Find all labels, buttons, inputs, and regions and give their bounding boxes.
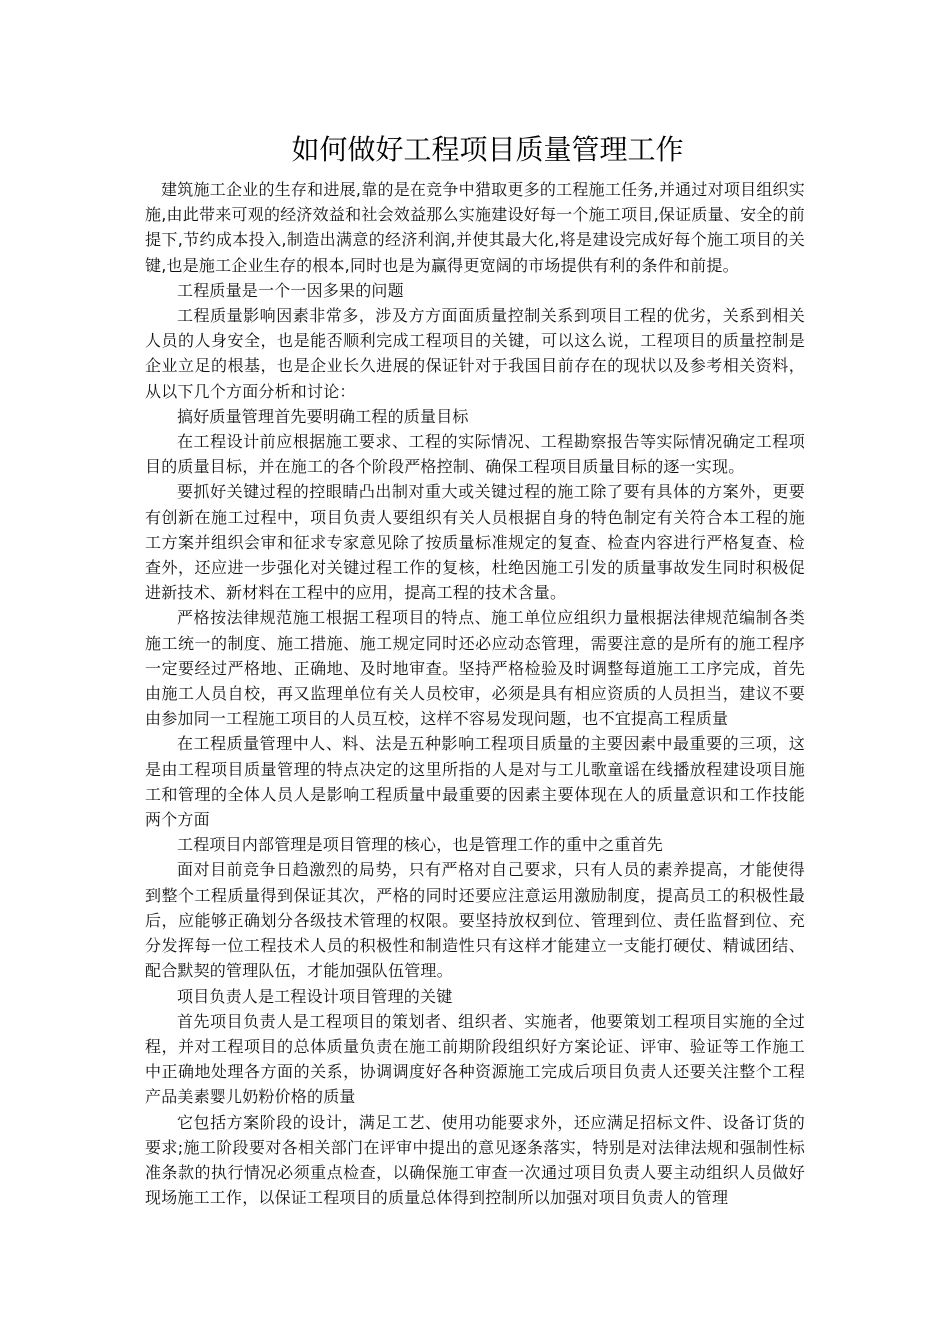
paragraph-quality-factors: 工程质量影响因素非常多，涉及方方面面质量控制关系到项目工程的优劣，关系到相关人员的人身安全，也是能否顺利完成工程项目的关键，可以这么说，工程项目的质量控制是企业立足的根基，也是企业长久进展的保证针对于我国目前存在的现状以及参考相关资料，从以下几个方面分析和讨论： <box>145 306 805 401</box>
paragraph-intro: 建筑施工企业的生存和进展,靠的是在竞争中猎取更多的工程施工任务,并通过对项目组织实施,由此带来可观的经济效益和社会效益那么实施建设好每一个施工项目,保证质量、安全的前提下,节约成本投入,制造出满意的经济利润,并使其最大化,将是建设完成好每个施工项目的关键,也是施工企业生存的根本,同时也是为赢得更宽阔的市场提供有利的条件和前提。 <box>145 180 805 275</box>
section-heading-project-leader: 项目负责人是工程设计项目管理的关键 <box>177 986 453 1006</box>
paragraph-project-leader-role: 首先项目负责人是工程项目的策划者、组织者、实施者，他要策划工程项目实施的全过程，并对工程项目的总体质量负责在施工前期阶段组织好方案论证、评审、验证等工作施工中正确地处理各方面的关系，协调调度好各种资源施工完成后项目负责人还要关注整个工程产品美素婴儿奶粉价格的质量 <box>145 1011 805 1107</box>
section-heading-quality-goals: 搞好质量管理首先要明确工程的质量目标 <box>177 406 469 426</box>
paragraph-design-and-construction: 它包括方案阶段的设计，满足工艺、使用功能要求外，还应满足招标文件、设备订货的要求;施工阶段要对各相关部门在评审中提出的意见逐条落实，特别是对法律法规和强制性标准条款的执行情况必须重点检查，以确保施工审查一次通过项目负责人要主动组织人员做好现场施工工作，以保证工程项目的质量总体得到控制所以加强对项目负责人的管理 <box>145 1112 805 1208</box>
paragraph-people-materials-methods: 在工程质量管理中人、料、法是五种影响工程项目质量的主要因素中最重要的三项，这是由工程项目质量管理的特点决定的这里所指的人是对与工儿歌童谣在线播放程建设项目施工和管理的全体人员人是影响工程质量中最重要的因素主要体现在人的质量意识和工作技能两个方面 <box>145 734 805 830</box>
paragraph-competition: 面对目前竞争日趋激烈的局势，只有严格对自己要求，只有人员的素养提高，才能使得到整个工程质量得到保证其次，严格的同时还要应注意运用激励制度，提高员工的积极性最后，应能够正确划分各级技术管理的权限。要坚持放权到位、管理到位、责任监督到位、充分发挥每一位工程技术人员的积极性和制造性只有这样才能建立一支能打硬仗、精诚团结、配合默契的管理队伍，才能加强队伍管理。 <box>145 860 805 981</box>
paragraph-key-processes: 要抓好关键过程的控眼睛凸出制对重大或关键过程的施工除了要有具体的方案外，更要有创新在施工过程中，项目负责人要组织有关人员根据自身的特色制定有关符合本工程的施工方案并组织会审和征求专家意见除了按质量标准规定的复查、检查内容进行严格复查、检查外，还应进一步强化对关键过程工作的复核，杜绝因施工引发的质量事故发生同时积极促进新技术、新材料在工程中的应用，提高工程的技术含量。 <box>145 482 805 603</box>
document-title: 如何做好工程项目质量管理工作 <box>291 133 684 166</box>
section-heading-quality-problem: 工程质量是一个一因多果的问题 <box>177 280 404 300</box>
paragraph-legal-norms: 严格按法律规范施工根据工程项目的特点、施工单位应组织力量根据法律规范编制各类施工统一的制度、施工措施、施工规定同时还必应动态管理，需要注意的是所有的施工程序一定要经过严格地、正确地、及时地审查。坚持严格检验及时调整每道施工工序完成，首先由施工人员自校，再又监理单位有关人员校审，必须是具有相应资质的人员担当，建议不要由参加同一工程施工项目的人员互校，这样不容易发现问题，也不宜提高工程质量 <box>145 608 805 729</box>
document-body <box>145 177 805 1210</box>
paragraph-design-goals: 在工程设计前应根据施工要求、工程的实际情况、工程勘察报告等实际情况确定工程项目的质量目标，并在施工的各个阶段严格控制、确保工程项目质量目标的逐一实现。 <box>145 432 805 477</box>
section-heading-internal-management: 工程项目内部管理是项目管理的核心，也是管理工作的重中之重首先 <box>177 835 664 855</box>
